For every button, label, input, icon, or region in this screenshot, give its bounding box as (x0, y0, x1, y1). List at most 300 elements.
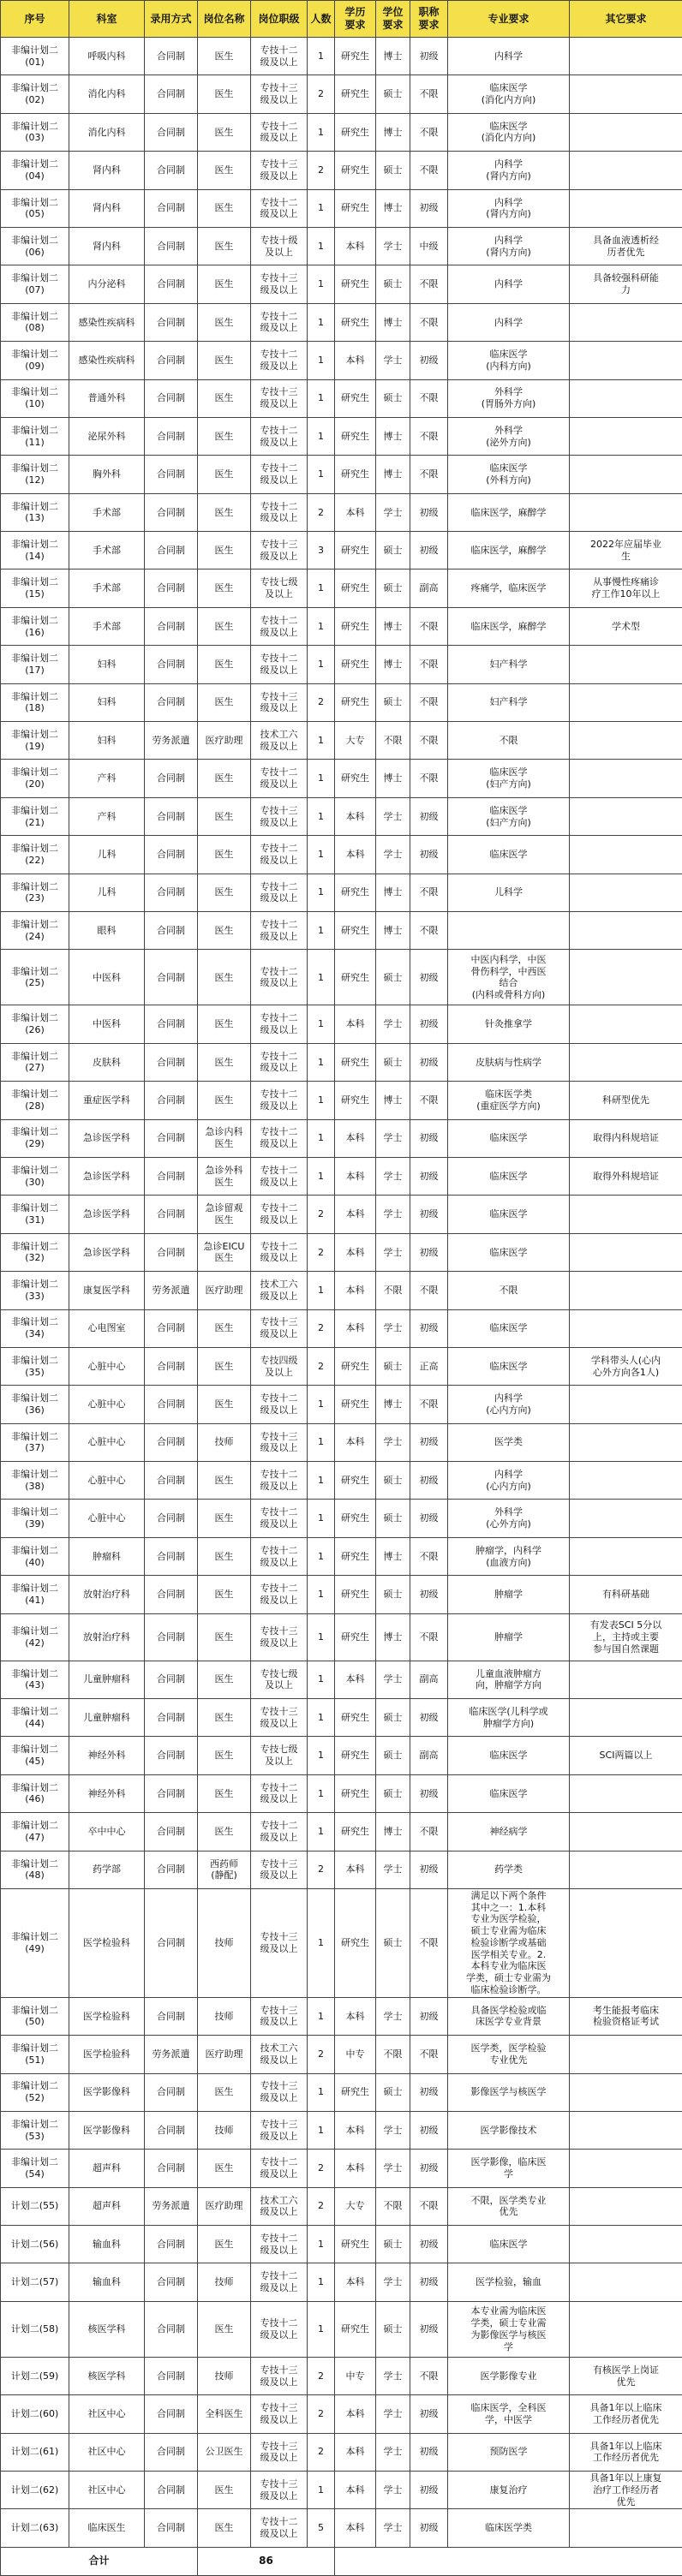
cell-seq: 非编计划二 (38) (1, 1462, 69, 1500)
cell-dept: 超声科 (69, 2187, 145, 2225)
cell-post: 医生 (198, 2150, 251, 2187)
cell-edu: 研究生 (335, 911, 376, 949)
cell-other (570, 874, 682, 911)
table-row (1, 2395, 682, 2433)
cell-count: 1 (308, 113, 335, 151)
cell-hire: 合同制 (145, 1576, 198, 1613)
table-row (1, 113, 682, 151)
cell-edu: 本科 (335, 1309, 376, 1347)
cell-title: 初级 (410, 493, 448, 531)
cell-post: 医生 (198, 1813, 251, 1851)
cell-edu: 中专 (335, 2357, 376, 2394)
cell-degree: 学士 (376, 1196, 410, 1233)
table-row (1, 1347, 682, 1385)
cell-edu: 研究生 (335, 456, 376, 493)
cell-seq: 非编计划二 (28) (1, 1082, 69, 1119)
cell-hire: 合同制 (145, 152, 198, 189)
cell-hire: 合同制 (145, 911, 198, 949)
cell-post: 医生 (198, 456, 251, 493)
cell-dept: 心脏中心 (69, 1500, 145, 1537)
cell-dept: 手术部 (69, 569, 145, 607)
cell-degree: 学士 (376, 493, 410, 531)
cell-edu: 研究生 (335, 189, 376, 227)
cell-level: 专技四级 及以上 (251, 1347, 308, 1385)
cell-edu: 研究生 (335, 1737, 376, 1774)
table-row (1, 760, 682, 797)
cell-post: 医生 (198, 1699, 251, 1737)
cell-other (570, 2226, 682, 2263)
cell-edu: 研究生 (335, 2073, 376, 2111)
cell-other (570, 950, 682, 1005)
total-blank (335, 2547, 682, 2575)
cell-hire: 合同制 (145, 1233, 198, 1271)
cell-title: 不限 (410, 607, 448, 645)
cell-count: 1 (308, 379, 335, 417)
cell-major: 内科学 (心内方向) (448, 1386, 570, 1423)
cell-level: 专技十三 级及以上 (251, 532, 308, 569)
cell-level: 专技十三 级及以上 (251, 2433, 308, 2471)
table-row (1, 683, 682, 721)
cell-other (570, 1309, 682, 1347)
cell-dept: 核医学科 (69, 2357, 145, 2394)
cell-title: 不限 (410, 379, 448, 417)
table-row (1, 836, 682, 874)
cell-major: 药学类 (448, 1851, 570, 1888)
cell-level: 专技十二 级及以上 (251, 1500, 308, 1537)
cell-degree: 不限 (376, 1272, 410, 1309)
cell-degree: 硕士 (376, 2301, 410, 2357)
cell-other: 科研型优先 (570, 1082, 682, 1119)
cell-seq: 计划二(62) (1, 2472, 69, 2509)
cell-dept: 胸外科 (69, 456, 145, 493)
cell-dept: 急诊医学科 (69, 1157, 145, 1195)
cell-major: 临床医学 (448, 1737, 570, 1774)
cell-hire: 合同制 (145, 874, 198, 911)
cell-seq: 非编计划二 (08) (1, 303, 69, 341)
cell-dept: 社区中心 (69, 2433, 145, 2471)
cell-level: 专技十二 级及以上 (251, 456, 308, 493)
cell-seq: 非编计划二 (04) (1, 152, 69, 189)
cell-other (570, 1462, 682, 1500)
cell-other (570, 1423, 682, 1461)
cell-seq: 非编计划二 (51) (1, 2036, 69, 2073)
cell-dept: 心脏中心 (69, 1386, 145, 1423)
cell-seq: 非编计划二 (18) (1, 683, 69, 721)
cell-other (570, 646, 682, 683)
cell-dept: 放射治疗科 (69, 1576, 145, 1613)
cell-seq: 非编计划二 (21) (1, 797, 69, 835)
cell-title: 初级 (410, 836, 448, 874)
cell-count: 1 (308, 2263, 335, 2301)
cell-hire: 合同制 (145, 493, 198, 531)
cell-level: 专技十三 级及以上 (251, 2357, 308, 2394)
cell-title: 初级 (410, 2226, 448, 2263)
cell-degree: 硕士 (376, 2226, 410, 2263)
total-row (1, 2547, 682, 2575)
cell-title: 不限 (410, 722, 448, 760)
cell-degree: 博士 (376, 911, 410, 949)
cell-hire: 劳务派遣 (145, 722, 198, 760)
cell-seq: 非编计划二 (43) (1, 1661, 69, 1698)
cell-major: 医学影像，临床医 学 (448, 2150, 570, 2187)
cell-count: 1 (308, 1661, 335, 1698)
table-row (1, 1386, 682, 1423)
table-row (1, 1309, 682, 1347)
cell-count: 5 (308, 2509, 335, 2547)
cell-count: 1 (308, 911, 335, 949)
cell-other (570, 1272, 682, 1309)
cell-edu: 研究生 (335, 1613, 376, 1661)
cell-title: 不限 (410, 2036, 448, 2073)
cell-title: 不限 (410, 1813, 448, 1851)
cell-dept: 心脏中心 (69, 1462, 145, 1500)
cell-post: 医生 (198, 2073, 251, 2111)
table-row (1, 189, 682, 227)
cell-dept: 核医学科 (69, 2301, 145, 2357)
cell-count: 1 (308, 2472, 335, 2509)
cell-dept: 急诊医学科 (69, 1119, 145, 1157)
cell-level: 专技十二 级及以上 (251, 911, 308, 949)
cell-level: 专技七级 及以上 (251, 1661, 308, 1698)
cell-seq: 非编计划二 (25) (1, 950, 69, 1005)
table-row (1, 1082, 682, 1119)
cell-level: 专技十三 级及以上 (251, 265, 308, 303)
cell-post: 技师 (198, 1997, 251, 2035)
cell-post: 医生 (198, 227, 251, 265)
cell-other (570, 722, 682, 760)
cell-post: 医生 (198, 911, 251, 949)
cell-seq: 非编计划二 (14) (1, 532, 69, 569)
cell-degree: 博士 (376, 646, 410, 683)
cell-other: 考生能报考临床 检验资格证考试 (570, 1997, 682, 2035)
cell-title: 不限 (410, 417, 448, 455)
cell-level: 专技十三 级及以上 (251, 1309, 308, 1347)
cell-title: 副高 (410, 1737, 448, 1774)
cell-other (570, 2111, 682, 2149)
cell-count: 1 (308, 1613, 335, 1661)
cell-post: 医生 (198, 2509, 251, 2547)
cell-post: 医生 (198, 1661, 251, 1698)
cell-edu: 研究生 (335, 950, 376, 1005)
cell-title: 初级 (410, 1196, 448, 1233)
cell-hire: 合同制 (145, 760, 198, 797)
cell-count: 1 (308, 1119, 335, 1157)
cell-seq: 计划二(55) (1, 2187, 69, 2225)
cell-major: 临床医学，全科医 学，中医学 (448, 2395, 570, 2433)
cell-seq: 非编计划二 (29) (1, 1119, 69, 1157)
cell-count: 1 (308, 2226, 335, 2263)
table-row (1, 722, 682, 760)
cell-seq: 非编计划二 (22) (1, 836, 69, 874)
table-row (1, 2263, 682, 2301)
cell-hire: 合同制 (145, 2509, 198, 2547)
cell-level: 专技十二 级及以上 (251, 1043, 308, 1081)
header-hire: 录用方式 (145, 1, 198, 38)
table-row (1, 950, 682, 1005)
cell-title: 不限 (410, 75, 448, 113)
header-count: 人数 (308, 1, 335, 38)
cell-count: 1 (308, 1386, 335, 1423)
cell-level: 专技十二 级及以上 (251, 417, 308, 455)
cell-degree: 博士 (376, 1082, 410, 1119)
cell-edu: 本科 (335, 1119, 376, 1157)
cell-title: 初级 (410, 2301, 448, 2357)
cell-hire: 合同制 (145, 113, 198, 151)
cell-level: 专技十三 级及以上 (251, 1888, 308, 1997)
cell-post: 医生 (198, 1576, 251, 1613)
cell-count: 1 (308, 797, 335, 835)
cell-title: 初级 (410, 342, 448, 379)
cell-major: 儿童血液肿瘤方 向，肿瘤学方向 (448, 1661, 570, 1698)
cell-major: 临床医学 (448, 836, 570, 874)
cell-post: 医生 (198, 760, 251, 797)
cell-major: 临床医学，麻醉学 (448, 493, 570, 531)
cell-post: 医生 (198, 417, 251, 455)
cell-title: 不限 (410, 1082, 448, 1119)
cell-edu: 研究生 (335, 1774, 376, 1812)
cell-hire: 合同制 (145, 2472, 198, 2509)
cell-degree: 学士 (376, 797, 410, 835)
cell-count: 1 (308, 1500, 335, 1537)
cell-title: 初级 (410, 2263, 448, 2301)
cell-other (570, 152, 682, 189)
cell-count: 1 (308, 456, 335, 493)
cell-count: 2 (308, 493, 335, 531)
cell-degree: 硕士 (376, 1500, 410, 1537)
cell-other (570, 1386, 682, 1423)
cell-other (570, 342, 682, 379)
cell-degree: 学士 (376, 1997, 410, 2035)
table-row (1, 569, 682, 607)
cell-other: 学术型 (570, 607, 682, 645)
cell-hire: 合同制 (145, 1613, 198, 1661)
cell-degree: 学士 (376, 2263, 410, 2301)
cell-count: 2 (308, 2150, 335, 2187)
cell-dept: 康复医学科 (69, 1272, 145, 1309)
cell-edu: 本科 (335, 1997, 376, 2035)
table-row (1, 303, 682, 341)
cell-title: 初级 (410, 38, 448, 75)
cell-other (570, 1005, 682, 1043)
cell-count: 1 (308, 1005, 335, 1043)
cell-other (570, 1043, 682, 1081)
cell-count: 1 (308, 836, 335, 874)
table-row (1, 1119, 682, 1157)
cell-count: 1 (308, 1537, 335, 1575)
cell-edu: 大专 (335, 2187, 376, 2225)
cell-count: 1 (308, 760, 335, 797)
cell-level: 专技十三 级及以上 (251, 2395, 308, 2433)
cell-level: 专技十二 级及以上 (251, 607, 308, 645)
cell-hire: 合同制 (145, 2433, 198, 2471)
cell-count: 2 (308, 152, 335, 189)
cell-seq: 非编计划二 (13) (1, 493, 69, 531)
cell-level: 技术工六 级及以上 (251, 722, 308, 760)
cell-dept: 肾内科 (69, 227, 145, 265)
table-row (1, 2301, 682, 2357)
cell-seq: 非编计划二 (05) (1, 189, 69, 227)
cell-major: 不限 (448, 722, 570, 760)
cell-title: 初级 (410, 1576, 448, 1613)
cell-degree: 不限 (376, 2036, 410, 2073)
cell-hire: 合同制 (145, 836, 198, 874)
cell-count: 1 (308, 265, 335, 303)
cell-major: 内科学 (448, 303, 570, 341)
cell-other: 具备较强科研能 力 (570, 265, 682, 303)
cell-title: 不限 (410, 2357, 448, 2394)
cell-seq: 非编计划二 (37) (1, 1423, 69, 1461)
cell-post: 公卫医生 (198, 2433, 251, 2471)
cell-level: 专技十二 级及以上 (251, 2301, 308, 2357)
table-row (1, 2472, 682, 2509)
cell-post: 医生 (198, 75, 251, 113)
cell-post: 医生 (198, 189, 251, 227)
cell-count: 1 (308, 1997, 335, 2035)
cell-seq: 非编计划二 (24) (1, 911, 69, 949)
cell-seq: 非编计划二 (01) (1, 38, 69, 75)
cell-major: 临床医学 (妇产方向) (448, 760, 570, 797)
cell-level: 专技十二 级及以上 (251, 189, 308, 227)
cell-other: 2022年应届毕业 生 (570, 532, 682, 569)
cell-post: 技师 (198, 1423, 251, 1461)
cell-major: 临床医学 (外科方向) (448, 456, 570, 493)
cell-level: 专技十二 级及以上 (251, 646, 308, 683)
cell-level: 专技十二 级及以上 (251, 493, 308, 531)
table-row (1, 874, 682, 911)
cell-edu: 本科 (335, 2509, 376, 2547)
cell-post: 急诊外科 医生 (198, 1157, 251, 1195)
cell-major: 针灸推拿学 (448, 1005, 570, 1043)
cell-level: 专技十二 级及以上 (251, 1196, 308, 1233)
cell-seq: 非编计划二 (42) (1, 1613, 69, 1661)
cell-title: 不限 (410, 2187, 448, 2225)
cell-seq: 非编计划二 (34) (1, 1309, 69, 1347)
cell-edu: 本科 (335, 2472, 376, 2509)
cell-major: 肿瘤学，内科学 (血液方向) (448, 1537, 570, 1575)
cell-other: 具备血液透析经 历者优先 (570, 227, 682, 265)
cell-major: 临床医学，麻醉学 (448, 607, 570, 645)
cell-hire: 劳务派遣 (145, 2187, 198, 2225)
cell-other (570, 797, 682, 835)
cell-post: 急诊留观 医生 (198, 1196, 251, 1233)
table-row (1, 152, 682, 189)
cell-major: 不限 (448, 1272, 570, 1309)
cell-count: 1 (308, 1272, 335, 1309)
cell-degree: 硕士 (376, 532, 410, 569)
cell-hire: 合同制 (145, 569, 198, 607)
cell-count: 1 (308, 1774, 335, 1812)
cell-other (570, 189, 682, 227)
cell-dept: 消化内科 (69, 75, 145, 113)
cell-other (570, 1500, 682, 1537)
cell-hire: 合同制 (145, 1347, 198, 1385)
cell-major: 皮肤病与性病学 (448, 1043, 570, 1081)
cell-major: 本专业需为临床医 学类，硕士专业需 为影像医学与核医 学 (448, 2301, 570, 2357)
cell-edu: 本科 (335, 2111, 376, 2149)
cell-hire: 合同制 (145, 2073, 198, 2111)
cell-dept: 肾内科 (69, 189, 145, 227)
cell-hire: 合同制 (145, 303, 198, 341)
cell-dept: 内分泌科 (69, 265, 145, 303)
cell-title: 初级 (410, 1043, 448, 1081)
cell-degree: 学士 (376, 2111, 410, 2149)
cell-post: 医生 (198, 1737, 251, 1774)
cell-seq: 非编计划二 (39) (1, 1500, 69, 1537)
cell-post: 技师 (198, 2357, 251, 2394)
cell-seq: 非编计划二 (44) (1, 1699, 69, 1737)
cell-hire: 合同制 (145, 683, 198, 721)
table-row (1, 2433, 682, 2471)
cell-count: 1 (308, 1813, 335, 1851)
cell-degree: 硕士 (376, 1347, 410, 1385)
cell-post: 医生 (198, 303, 251, 341)
cell-level: 专技十二 级及以上 (251, 1462, 308, 1500)
cell-dept: 超声科 (69, 2150, 145, 2187)
cell-hire: 合同制 (145, 189, 198, 227)
cell-degree: 学士 (376, 1309, 410, 1347)
cell-dept: 肾内科 (69, 152, 145, 189)
cell-seq: 非编计划二 (35) (1, 1347, 69, 1385)
cell-hire: 合同制 (145, 1423, 198, 1461)
cell-degree: 学士 (376, 1423, 410, 1461)
cell-hire: 合同制 (145, 265, 198, 303)
table-row (1, 1737, 682, 1774)
cell-hire: 合同制 (145, 2226, 198, 2263)
cell-level: 专技十三 级及以上 (251, 797, 308, 835)
cell-count: 1 (308, 950, 335, 1005)
cell-dept: 心脏中心 (69, 1423, 145, 1461)
cell-level: 专技十二 级及以上 (251, 1813, 308, 1851)
cell-other: 取得外科规培证 (570, 1157, 682, 1195)
cell-other (570, 1699, 682, 1737)
cell-count: 1 (308, 607, 335, 645)
table-row (1, 2150, 682, 2187)
table-row (1, 2509, 682, 2547)
cell-title: 初级 (410, 1997, 448, 2035)
cell-dept: 感染性疾病科 (69, 303, 145, 341)
cell-count: 1 (308, 2111, 335, 2149)
cell-level: 专技十二 级及以上 (251, 2263, 308, 2301)
cell-major: 临床医学(儿科学或 肿瘤学方向) (448, 1699, 570, 1737)
cell-level: 专技十二 级及以上 (251, 342, 308, 379)
table-row (1, 2073, 682, 2111)
cell-degree: 硕士 (376, 1699, 410, 1737)
cell-seq: 非编计划二 (36) (1, 1386, 69, 1423)
cell-major: 医学影像专业 (448, 2357, 570, 2394)
cell-dept: 儿科 (69, 874, 145, 911)
cell-major: 临床医学 (448, 1347, 570, 1385)
cell-title: 不限 (410, 1537, 448, 1575)
cell-edu: 研究生 (335, 569, 376, 607)
cell-edu: 研究生 (335, 379, 376, 417)
cell-other: 学科带头人(心内 心外方向各1人) (570, 1347, 682, 1385)
cell-other (570, 1537, 682, 1575)
cell-degree: 学士 (376, 342, 410, 379)
cell-major: 内科学 (肾内方向) (448, 189, 570, 227)
cell-dept: 手术部 (69, 493, 145, 531)
cell-dept: 药学部 (69, 1851, 145, 1888)
cell-edu: 本科 (335, 2150, 376, 2187)
cell-dept: 医学检验科 (69, 1997, 145, 2035)
cell-title: 初级 (410, 1423, 448, 1461)
cell-level: 专技十三 级及以上 (251, 2073, 308, 2111)
table-row (1, 1462, 682, 1500)
cell-hire: 合同制 (145, 417, 198, 455)
cell-post: 全科医生 (198, 2395, 251, 2433)
cell-seq: 计划二(63) (1, 2509, 69, 2547)
cell-edu: 研究生 (335, 874, 376, 911)
cell-major: 临床医学，麻醉学 (448, 532, 570, 569)
